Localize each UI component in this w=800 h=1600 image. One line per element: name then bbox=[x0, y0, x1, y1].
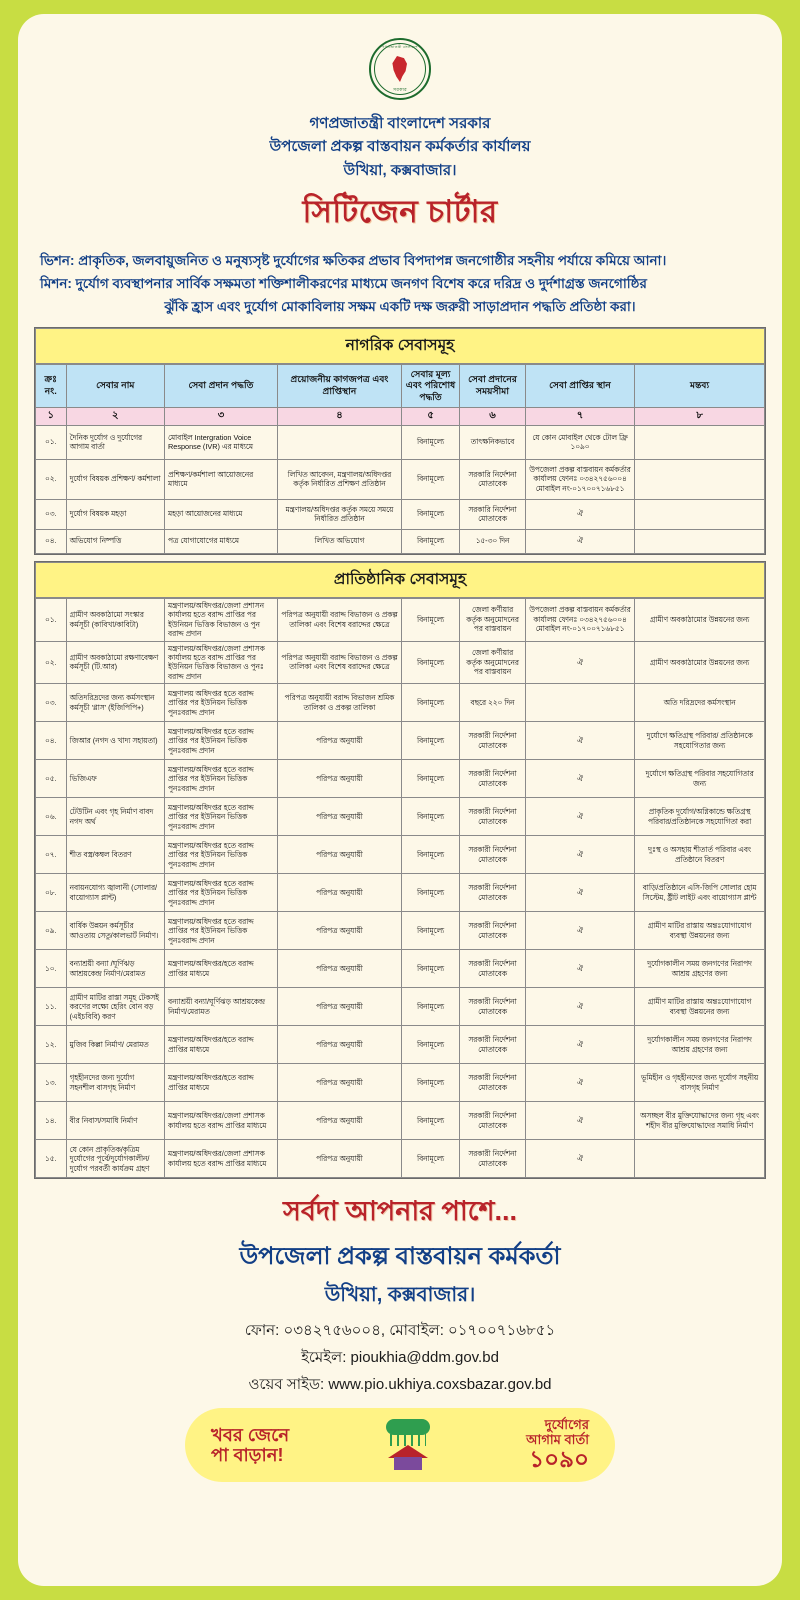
cell-name: গ্রামীণ অবকাঠামো রক্ষণাবেক্ষণ কর্মসূচী (টি.আর) bbox=[66, 641, 164, 684]
cell-sl: ০৪. bbox=[36, 722, 67, 760]
cell-remark: দুঃস্থ ও অসহায় শীতার্ত পরিবার এবং প্রতিষ্ঠানে বিতরণ bbox=[635, 836, 765, 874]
cell-method: মোবাইল Intergration Voice Response (IVR) এর মাধ্যমে bbox=[165, 425, 278, 459]
institutional-services-table bbox=[35, 598, 765, 1179]
cell-docs: পরিপত্র অনুযায়ী bbox=[278, 912, 402, 950]
colnum-5: ৫ bbox=[401, 408, 459, 426]
table-row bbox=[36, 499, 765, 529]
rain-house-icon bbox=[378, 1419, 438, 1471]
cell-place: ঐ bbox=[525, 950, 634, 988]
section2-band: প্রাতিষ্ঠানিক সেবাসমূহ bbox=[35, 562, 765, 598]
cell-sl: ০২. bbox=[36, 459, 67, 499]
cell-place: ঐ bbox=[525, 912, 634, 950]
cell-place: ঐ bbox=[525, 722, 634, 760]
cell-method: মন্ত্রণালয়/অধিদপ্তর/জেলা প্রশাসন কার্যালয় হতে বরাদ্দ প্রাপ্তির পর ইউনিয়ন ভিত্তিক বিভাজন ও পুন বরাদ্দ প্রদান bbox=[165, 598, 278, 641]
cell-sl: ০৮. bbox=[36, 874, 67, 912]
cell-docs: পরিপত্র অনুযায়ী bbox=[278, 1140, 402, 1178]
cell-docs: পরিপত্র অনুযায়ী bbox=[278, 1102, 402, 1140]
footer-tagline: সর্বদা আপনার পাশে... bbox=[283, 1196, 517, 1227]
cell-name: নবায়নযোগ্য জ্বালানী (সোলার/বায়োগ্যাস প্লান্ট) bbox=[66, 874, 164, 912]
cell-fee: বিনামূল্যে bbox=[401, 598, 459, 641]
cell-place: ঐ bbox=[525, 798, 634, 836]
cell-name: জিআর (নগদ ও খাদ্য সহায়তা) bbox=[66, 722, 164, 760]
cell-docs: পরিপত্র অনুযায়ী bbox=[278, 722, 402, 760]
cell-remark: গ্রামীণ মাটির রাস্তায় অন্তঃযোগাযোগ ব্যবস্থা উন্নয়নের জন্য bbox=[635, 912, 765, 950]
emblem-bottom-text: সরকার bbox=[393, 87, 407, 92]
cell-method: মন্ত্রণালয়/অধিদপ্তর হতে বরাদ্দ প্রাপ্তির পর ইউনিয়ন ভিত্তিক পুনঃবরাদ্দ প্রদান bbox=[165, 836, 278, 874]
banner-right-line-2: আগাম বার্তা bbox=[526, 1431, 589, 1447]
table-row bbox=[36, 425, 765, 459]
colnum-4: ৪ bbox=[278, 408, 402, 426]
col-fee: সেবার মূল্য এবং পরিশোধ পদ্ধতি bbox=[401, 364, 459, 408]
cell-time: সরকারি নির্দেশনা মোতাবেক bbox=[460, 459, 526, 499]
table-column-number-row bbox=[36, 408, 765, 426]
colnum-8: ৮ bbox=[635, 408, 765, 426]
cell-remark: গ্রামীণ অবকাঠামোর উন্নয়নের জন্য bbox=[635, 598, 765, 641]
cell-method: মন্ত্রণালয়/অধিদপ্তর/জেলা প্রশাসক কার্যালয় হতে বরাদ্দ প্রাপ্তির মাধ্যমে bbox=[165, 1140, 278, 1178]
cell-docs: লিখিত অভিযোগ bbox=[278, 529, 402, 553]
mission-line-1: মিশন: দুর্যোগ ব্যবস্থাপনার সার্বিক সক্ষমতা শক্তিশালীকরণের মাধ্যমে জনগণ বিশেষ করে দরিদ্র ও দুর্দশাগ্রস্ত জনগোষ্ঠির bbox=[40, 275, 647, 291]
col-remarks: মন্তব্য bbox=[635, 364, 765, 408]
table-row bbox=[36, 529, 765, 553]
cell-method: মন্ত্রণালয়/অধিদপ্তর/জেলা প্রশাসক কার্যালয় হতে বরাদ্দ প্রাপ্তির মাধ্যমে bbox=[165, 1102, 278, 1140]
citizen-services-table-wrap bbox=[34, 327, 766, 555]
table-row bbox=[36, 459, 765, 499]
table-row bbox=[36, 722, 765, 760]
cell-time: সরকারী নির্দেশনা মোতাবেক bbox=[460, 988, 526, 1026]
cell-sl: ০৯. bbox=[36, 912, 67, 950]
cell-place: যে কোন মোবাইল থেকে টোল ফ্রি ১০৯০ bbox=[525, 425, 634, 459]
cell-fee: বিনামূল্যে bbox=[401, 874, 459, 912]
banner-left-line-1: খবর জেনে bbox=[211, 1424, 290, 1445]
cell-name: গ্রামীণ অবকাঠামো সংস্কার কর্মসূচী (কাবিখা/কাবিটা) bbox=[66, 598, 164, 641]
cell-remark: অসচ্ছল বীর মুক্তিযোদ্ধাদের জন্য গৃহ এবং শহীদ বীর মুক্তিযোদ্ধাদের সমাধি নির্মাণ bbox=[635, 1102, 765, 1140]
col-service-name: সেবার নাম bbox=[66, 364, 164, 408]
cell-docs bbox=[278, 425, 402, 459]
cell-time: সরকারী নির্দেশনা মোতাবেক bbox=[460, 722, 526, 760]
cell-sl: ১৩. bbox=[36, 1064, 67, 1102]
footer-phone: ফোন: ০৩৪২৭৫৬০০৪, মোবাইল: ০১৭০০৭১৬৮৫১ bbox=[244, 1322, 556, 1340]
table-row bbox=[36, 684, 765, 722]
cell-place: ঐ bbox=[525, 499, 634, 529]
cell-method: মন্ত্রণালয় অধিদপ্তর হতে বরাদ্দ প্রাপ্তির পর ইউনিয়ন ভিত্তিক পুনঃবরাদ্দ প্রদান bbox=[165, 684, 278, 722]
header-line-1: গণপ্রজাতন্ত্রী বাংলাদেশ সরকার bbox=[309, 115, 491, 132]
cell-remark bbox=[635, 425, 765, 459]
header-line-2: উপজেলা প্রকল্প বাস্তবায়ন কর্মকর্তার কার্যালয় bbox=[269, 138, 531, 156]
footer-office: উপজেলা প্রকল্প বাস্তবায়ন কর্মকর্তা bbox=[239, 1243, 561, 1271]
cell-method: মন্ত্রণালয়/অধিদপ্তর হতে বরাদ্দ প্রাপ্তির পর ইউনিয়ন ভিত্তিক পুনঃবরাদ্দ প্রদান bbox=[165, 874, 278, 912]
table-row bbox=[36, 760, 765, 798]
cell-place: ঐ bbox=[525, 836, 634, 874]
cell-place: ঐ bbox=[525, 641, 634, 684]
cell-place: ঐ bbox=[525, 760, 634, 798]
cell-docs: পরিপত্র অনুযায়ী bbox=[278, 836, 402, 874]
cell-sl: ০১. bbox=[36, 598, 67, 641]
header-block bbox=[34, 112, 766, 182]
cell-name: অতিদরিদ্রদের জন্য কর্মসংস্থান কর্মসূচী 'গ্লাস' (ইজিপিপি+) bbox=[66, 684, 164, 722]
cell-docs: পরিপত্র অনুযায়ী বরাদ্দ বিভাজন ও প্রকল্প তালিকা এবং বিশেষ বরাদ্দের ক্ষেত্রে bbox=[278, 598, 402, 641]
cell-docs: পরিপত্র অনুযায়ী bbox=[278, 874, 402, 912]
cell-remark: প্রাকৃতিক দুর্যোগ/অগ্নিকান্ডে ক্ষতিগ্রস্থ পরিবার/প্রতিষ্ঠানকে সহযোগিতা করা bbox=[635, 798, 765, 836]
cell-docs: পরিপত্র অনুযায়ী বরাদ্দ বিভাজন ও প্রকল্প তালিকা এবং বিশেষ বরাদ্দের ক্ষেত্রে bbox=[278, 641, 402, 684]
table-row bbox=[36, 912, 765, 950]
cell-name: বার্ষিক উন্নয়ন কর্মসূচীর আওতায় সেতু/কালভার্ট নির্মাণ। bbox=[66, 912, 164, 950]
cell-time: বছরে ২২০ দিন bbox=[460, 684, 526, 722]
cell-name: বীর নিবাস/সমাধি নির্মাণ bbox=[66, 1102, 164, 1140]
cloud-shape bbox=[386, 1419, 430, 1435]
cell-name: বন্যাশ্রয়ী বন্যা /ঘূর্ণিঝড় আশ্রয়কেন্দ্র নির্মাণ/মেরামত bbox=[66, 950, 164, 988]
cell-docs: মন্ত্রণালয়/অধিদপ্তর কর্তৃক সময়ে সময়ে নির্ধারিত প্রতিষ্ঠান bbox=[278, 499, 402, 529]
cell-place: ঐ bbox=[525, 1026, 634, 1064]
table-row bbox=[36, 1026, 765, 1064]
cell-method: বন্যাশ্রয়ী বন্যা/ঘূর্ণিঝড় আশ্রয়কেন্দ্র নির্মাণ/মেরামত bbox=[165, 988, 278, 1026]
cell-remark: দুর্যোগে ক্ষতিগ্রস্থ পরিবার সহযোগিতার জন্য bbox=[635, 760, 765, 798]
table-row bbox=[36, 988, 765, 1026]
cell-place: ঐ bbox=[525, 874, 634, 912]
cell-name: যে কোন প্রাকৃতিক/কৃত্রিম দুর্যোগের পূর্বে/দুর্যোগকালীন/ দুর্যোগ পরবর্তী কার্যক্রম গ্রহণ bbox=[66, 1140, 164, 1178]
table-row bbox=[36, 836, 765, 874]
cell-name: দুর্যোগ বিষয়ক প্রশিক্ষণ/ কর্মশালা bbox=[66, 459, 164, 499]
cell-method: মন্ত্রণালয়/অধিদপ্তর হতে বরাদ্দ প্রাপ্তির পর ইউনিয়ন ভিত্তিক পুনঃবরাদ্দ প্রদান bbox=[165, 760, 278, 798]
table-row bbox=[36, 598, 765, 641]
cell-remark: দুর্যোগকালীন সময় জনগণের নিরাপদ আশ্রয় গ্রহণের জন্য bbox=[635, 950, 765, 988]
cell-remark: অতি দরিদ্রদের কর্মসংস্থান bbox=[635, 684, 765, 722]
cell-method: প্রশিক্ষণ/কর্মশালা আয়োজনের মাধ্যমে bbox=[165, 459, 278, 499]
cell-time: সরকারী নির্দেশনা মোতাবেক bbox=[460, 874, 526, 912]
cell-method: মন্ত্রণালয়/অধিদপ্তর/হতে বরাদ্দ প্রাপ্তির মাধ্যমে bbox=[165, 950, 278, 988]
hotline-number: ১০৯০ bbox=[529, 1446, 589, 1473]
cell-time: সরকারী নির্দেশনা মোতাবেক bbox=[460, 1026, 526, 1064]
cell-time: ১৫-৩০ দিন bbox=[460, 529, 526, 553]
cell-docs: পরিপত্র অনুযায়ী bbox=[278, 950, 402, 988]
cell-fee: বিনামূল্যে bbox=[401, 1140, 459, 1178]
footer-location: উখিয়া, কক্সবাজার। bbox=[324, 1284, 476, 1307]
cell-method: মহড়া আয়োজনের মাধ্যমে bbox=[165, 499, 278, 529]
cell-fee: বিনামূল্যে bbox=[401, 529, 459, 553]
banner-left-text bbox=[211, 1425, 289, 1466]
colnum-3: ৩ bbox=[165, 408, 278, 426]
cell-sl: ০৭. bbox=[36, 836, 67, 874]
cell-fee: বিনামূল্যে bbox=[401, 912, 459, 950]
vision-mission-block bbox=[40, 250, 760, 319]
government-emblem-icon bbox=[369, 38, 431, 100]
cell-remark bbox=[635, 529, 765, 553]
table-row bbox=[36, 641, 765, 684]
cell-fee: বিনামূল্যে bbox=[401, 988, 459, 1026]
colnum-2: ২ bbox=[66, 408, 164, 426]
cell-name: গ্রামীণ মাটির রাস্তা সমূহ টেকসই করণের লক্ষ্যে হেরিং বোন বড় (এইচবিবি) করণ bbox=[66, 988, 164, 1026]
cell-time: জেলা কর্ণীয়ার কর্তৃক অনুমোদনের পর বাস্তবায়ন bbox=[460, 641, 526, 684]
cell-name: মুজিব কিল্লা নির্মাণ/ মেরামত bbox=[66, 1026, 164, 1064]
cell-remark: দুর্যোগকালীন সময় জনগণের নিরাপদ আশ্রয় গ্রহণের জন্য bbox=[635, 1026, 765, 1064]
cell-method: মন্ত্রণালয়/অধিদপ্তর হতে বরাদ্দ প্রাপ্তির পর ইউনিয়ন ভিত্তিক পুনঃবরাদ্দ প্রদান bbox=[165, 798, 278, 836]
cell-fee: বিনামূল্যে bbox=[401, 499, 459, 529]
cell-time: সরকারী নির্দেশনা মোতাবেক bbox=[460, 836, 526, 874]
cell-time: জেলা কর্ণীয়ার কর্তৃক অনুমোদনের পর বাস্তবায়ন bbox=[460, 598, 526, 641]
cell-place: উপজেলা প্রকল্প বাস্তবায়ন কর্মকর্তার কার্যালয় ফোনঃ ০৩৪২৭৫৬০০৪ মোবাইল নং-০১৭০০৭১৬৮৫১ bbox=[525, 459, 634, 499]
cell-docs: পরিপত্র অনুযায়ী bbox=[278, 1026, 402, 1064]
col-timeline: সেবা প্রদানের সময়সীমা bbox=[460, 364, 526, 408]
cell-method: পত্র যোগাযোগের মাধ্যমে bbox=[165, 529, 278, 553]
col-documents: প্রয়োজনীয় কাগজপত্র এবং প্রাপ্তিস্থান bbox=[278, 364, 402, 408]
cell-fee: বিনামূল্যে bbox=[401, 950, 459, 988]
cell-sl: ০৪. bbox=[36, 529, 67, 553]
emblem-top-text: গণপ্রজাতন্ত্রী বাংলাদেশ bbox=[382, 45, 418, 49]
table-row bbox=[36, 1140, 765, 1178]
cell-name: শীত বস্ত্র/কম্বল বিতরণ bbox=[66, 836, 164, 874]
cell-sl: ০১. bbox=[36, 425, 67, 459]
citizen-charter-sheet bbox=[18, 14, 782, 1586]
cell-docs: পরিপত্র অনুযায়ী বরাদ্দ বিভাজন শ্রমিক তালিকা ও প্রকল্প তালিকা bbox=[278, 684, 402, 722]
cell-method: মন্ত্রণালয়/অধিদপ্তর/হতে বরাদ্দ প্রাপ্তির মাধ্যমে bbox=[165, 1026, 278, 1064]
cell-name: দুর্যোগ বিষয়ক মহড়া bbox=[66, 499, 164, 529]
table-row bbox=[36, 798, 765, 836]
cell-fee: বিনামূল্যে bbox=[401, 1026, 459, 1064]
cell-fee: বিনামূল্যে bbox=[401, 798, 459, 836]
table-header-row bbox=[36, 364, 765, 408]
cell-sl: ১৪. bbox=[36, 1102, 67, 1140]
awareness-banner bbox=[185, 1408, 615, 1482]
cell-name: ভিজিএফ bbox=[66, 760, 164, 798]
banner-right-text bbox=[526, 1418, 589, 1472]
cell-place: ঐ bbox=[525, 1064, 634, 1102]
colnum-6: ৬ bbox=[460, 408, 526, 426]
cell-time: সরকারী নির্দেশনা মোতাবেক bbox=[460, 1140, 526, 1178]
cell-fee: বিনামূল্যে bbox=[401, 722, 459, 760]
banner-left-line-2: পা বাড়ান! bbox=[211, 1445, 284, 1466]
cell-remark bbox=[635, 459, 765, 499]
cell-fee: বিনামূল্যে bbox=[401, 760, 459, 798]
cell-time: সরকারি নির্দেশনা মোতাবেক bbox=[460, 499, 526, 529]
institutional-services-table-wrap bbox=[34, 561, 766, 1180]
cell-place: উপজেলা প্রকল্প বাস্তবায়ন কর্মকর্তার কার্যালয় ফোনঃ ০৩৪২৭৫৬০০৪ মোবাইল নং-০১৭০০৭১৬৮৫১ bbox=[525, 598, 634, 641]
cell-sl: ০২. bbox=[36, 641, 67, 684]
cell-place bbox=[525, 684, 634, 722]
cell-place: ঐ bbox=[525, 529, 634, 553]
cell-place: ঐ bbox=[525, 988, 634, 1026]
cell-docs: পরিপত্র অনুযায়ী bbox=[278, 798, 402, 836]
page-title: সিটিজেন চার্টার bbox=[302, 193, 498, 229]
cell-fee: বিনামূল্যে bbox=[401, 425, 459, 459]
cell-sl: ০৬. bbox=[36, 798, 67, 836]
footer-website: ওয়েব সাইড: www.pio.ukhiya.coxsbazar.gov.bd bbox=[248, 1376, 552, 1394]
footer-email: ইমেইল: pioukhia@ddm.gov.bd bbox=[301, 1349, 499, 1367]
cell-remark: বাড়ি/প্রতিষ্ঠানে এসি-জিপি সোলার হোম সিস্টেম, ষ্ট্রীট লাইট এবং বায়োগ্যাস প্লান্ট bbox=[635, 874, 765, 912]
cell-sl: ০৫. bbox=[36, 760, 67, 798]
cell-remark: ভূমিহীন ও গৃহহীনদের জন্য দুর্যোগ সহনীয় বাসগৃহ নির্মাণ bbox=[635, 1064, 765, 1102]
cell-method: মন্ত্রণালয়/অধিদপ্তর হতে বরাদ্দ প্রাপ্তির পর ইউনিয়ন ভিত্তিক পুনঃবরাদ্দ প্রদান bbox=[165, 912, 278, 950]
cell-sl: ১১. bbox=[36, 988, 67, 1026]
cell-sl: ১০. bbox=[36, 950, 67, 988]
cell-time: সরকারী নির্দেশনা মোতাবেক bbox=[460, 912, 526, 950]
cell-time: সরকারী নির্দেশনা মোতাবেক bbox=[460, 1102, 526, 1140]
house-shape bbox=[394, 1457, 422, 1470]
cell-remark: গ্রামীণ অবকাঠামোর উন্নয়নের জন্য bbox=[635, 641, 765, 684]
cell-sl: ০৩. bbox=[36, 499, 67, 529]
table-row bbox=[36, 1102, 765, 1140]
cell-name: অভিযোগ নিষ্পত্তি bbox=[66, 529, 164, 553]
cell-place: ঐ bbox=[525, 1140, 634, 1178]
cell-fee: বিনামূল্যে bbox=[401, 684, 459, 722]
cell-docs: পরিপত্র অনুযায়ী bbox=[278, 1064, 402, 1102]
colnum-7: ৭ bbox=[525, 408, 634, 426]
footer-block bbox=[34, 1191, 766, 1398]
cell-fee: বিনামূল্যে bbox=[401, 1064, 459, 1102]
cell-time: তাৎক্ষনিকভাবে bbox=[460, 425, 526, 459]
cell-docs: লিখিত আবেদন, মন্ত্রণালয়/অধিদপ্তর কর্তৃক নির্ধারিত প্রশিক্ষণ প্রতিষ্ঠান bbox=[278, 459, 402, 499]
cell-remark: দুর্যোগে ক্ষতিগ্রস্থ পরিবার/ প্রতিষ্ঠানকে সহযোগিতার জন্য bbox=[635, 722, 765, 760]
section1-band: নাগরিক সেবাসমূহ bbox=[35, 328, 765, 364]
cell-remark: গ্রামীণ মাটির রাস্তায় অন্তঃযোগাযোগ ব্যবস্থা উন্নয়নের জন্য bbox=[635, 988, 765, 1026]
table-row bbox=[36, 950, 765, 988]
cell-name: দৈনিক দুর্যোগ ও দুর্যোগের আগাম বার্তা bbox=[66, 425, 164, 459]
cell-fee: বিনামূল্যে bbox=[401, 459, 459, 499]
header-line-3: উখিয়া, কক্সবাজার। bbox=[343, 161, 457, 179]
cell-fee: বিনামূল্যে bbox=[401, 1102, 459, 1140]
col-method: সেবা প্রদান পদ্ধতি bbox=[165, 364, 278, 408]
cell-time: সরকারী নির্দেশনা মোতাবেক bbox=[460, 798, 526, 836]
banner-right-line-1: দুর্যোগের bbox=[544, 1417, 589, 1433]
col-place: সেবা প্রাপ্তির স্থান bbox=[525, 364, 634, 408]
cell-fee: বিনামূল্যে bbox=[401, 836, 459, 874]
cell-docs: পরিপত্র অনুযায়ী bbox=[278, 988, 402, 1026]
mission-line-2: ঝুঁকি হ্রাস এবং দুর্যোগ মোকাবিলায় সক্ষম একটি দক্ষ জরুরী সাড়াপ্রদান পদ্ধতি প্রতিষ্ঠা করা। bbox=[164, 298, 636, 314]
cell-method: মন্ত্রণালয়/অধিদপ্তর/হতে বরাদ্দ প্রাপ্তির মাধ্যমে bbox=[165, 1064, 278, 1102]
cell-sl: ১২. bbox=[36, 1026, 67, 1064]
cell-method: মন্ত্রণালয়/অধিদপ্তর/জেলা প্রশাসক কার্যালয় হতে বরাদ্দ প্রাপ্তির পর ইউনিয়ন ভিত্তিক বিভাজন ও পুনঃ বরাদ্দ প্রদান bbox=[165, 641, 278, 684]
citizen-services-table bbox=[35, 364, 765, 554]
cell-time: সরকারী নির্দেশনা মোতাবেক bbox=[460, 760, 526, 798]
cell-remark bbox=[635, 1140, 765, 1178]
cell-sl: ০৩. bbox=[36, 684, 67, 722]
emblem-container bbox=[34, 38, 766, 105]
table-row bbox=[36, 1064, 765, 1102]
cell-name: গৃহহীনদের জন্য দুর্যোগ সহনশীল বাসগৃহ নির্মাণ bbox=[66, 1064, 164, 1102]
cell-time: সরকারী নির্দেশনা মোতাবেক bbox=[460, 1064, 526, 1102]
cell-name: টেউটিন এবং গৃহ নির্মাণ বাবদ নগদ অর্থ bbox=[66, 798, 164, 836]
col-sl: ক্রঃ নং. bbox=[36, 364, 67, 408]
table-row bbox=[36, 874, 765, 912]
cell-docs: পরিপত্র অনুযায়ী bbox=[278, 760, 402, 798]
cell-sl: ১৫. bbox=[36, 1140, 67, 1178]
cell-place: ঐ bbox=[525, 1102, 634, 1140]
cell-remark bbox=[635, 499, 765, 529]
vision-line: ভিশন: প্রাকৃতিক, জলবায়ুজনিত ও মনুষ্যসৃষ্ট দুর্যোগের ক্ষতিকর প্রভাব বিপদাপন্ন জনগোষ্ঠীর সহনীয় পর্যায়ে কমিয়ে আনা। bbox=[40, 252, 667, 268]
cell-fee: বিনামূল্যে bbox=[401, 641, 459, 684]
cell-method: মন্ত্রণালয়/অধিদপ্তর হতে বরাদ্দ প্রাপ্তির পর ইউনিয়ন ভিত্তিক পুনঃবরাদ্দ প্রদান bbox=[165, 722, 278, 760]
colnum-1: ১ bbox=[36, 408, 67, 426]
cell-time: সরকারী নির্দেশনা মোতাবেক bbox=[460, 950, 526, 988]
